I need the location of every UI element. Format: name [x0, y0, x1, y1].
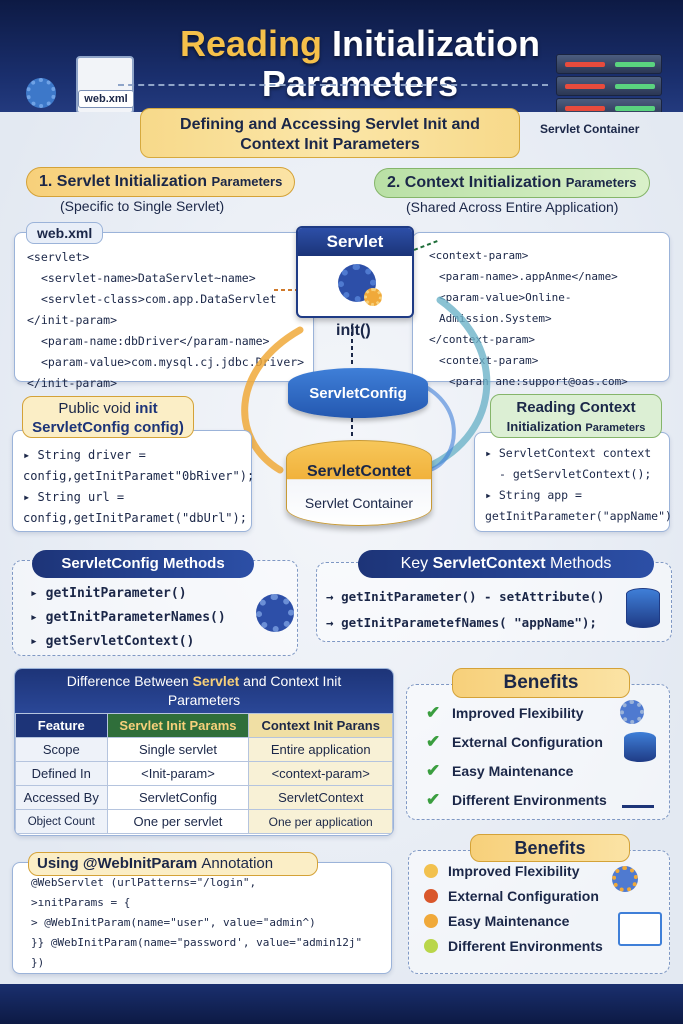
annotation-code: @WebServlet (urlPatterns="/login", >ınitParams = { > @WebInitParam(name="user", value="admin^) }} @WebInitParam(name="password', value="admin12j" })	[31, 876, 363, 969]
list-item: ✔ Different Environments	[426, 789, 607, 809]
dot-icon	[424, 914, 438, 928]
servlet-config-node: ServletConfig	[288, 368, 428, 418]
annotation-card	[12, 862, 392, 974]
list-item: → getInitParametefNames( "appName");	[326, 615, 597, 630]
check-icon: ✔	[426, 789, 441, 809]
init-method-code: ▸ String driver = config,getInitParamet"0bRiver"); ▸ String url = config,getInitParamet("dbUrl");	[23, 448, 255, 525]
table-row: Scope Single servlet Entire application	[16, 738, 393, 762]
benefits-heading: Benefits	[452, 668, 630, 698]
benefits-list-2	[424, 858, 603, 958]
table-row: Object Count One per servlet One per application	[16, 810, 393, 834]
context-methods-heading: Key ServletContext Methods	[358, 550, 654, 578]
scale-icon	[622, 786, 654, 808]
list-item: ✔ Easy Maintenance	[426, 760, 574, 780]
benefits-list	[426, 698, 607, 814]
webxml-code: <servlet> <servlet-name>DataServlet~name> <servlet-class>com.app.DataServlet </init-param> <param-name:dbDriver</param-name> <param-value>com.mysql.cj.jdbc.Driver> </init-param>	[27, 250, 305, 390]
reading-context-card	[474, 432, 670, 532]
list-item: ▸ getServletContext()	[30, 634, 195, 649]
context-methods-list	[326, 584, 604, 636]
dot-icon	[424, 939, 438, 953]
list-item: ▸ getInitParameterNames()	[30, 610, 226, 625]
dot-icon	[424, 864, 438, 878]
context-init-heading: 2. Context Initialization Parameters	[374, 168, 650, 198]
reading-context-code: ▸ ServletContext context - getServletContext(); ▸ String app = getInitParameter("appName")	[485, 446, 672, 523]
servlet-label: Servlet	[298, 228, 412, 256]
list-item: Easy Maintenance	[424, 908, 603, 933]
check-icon: ✔	[426, 731, 441, 751]
webxml-tag: web.xml	[26, 222, 103, 244]
footer-bar	[0, 984, 683, 1024]
list-item: External Configuration	[424, 883, 603, 908]
config-methods-list	[30, 582, 226, 654]
context-init-note: (Shared Across Entire Application)	[406, 199, 619, 215]
servlet-init-note: (Specific to Single Servlet)	[60, 198, 225, 214]
init-label: init()	[336, 322, 371, 339]
difference-table	[15, 713, 393, 834]
gear-icon	[620, 700, 644, 724]
list-item: ▸ getInitParameter()	[30, 586, 187, 601]
table-header-row: Feature Servlet Init Params Context Init Parans	[16, 714, 393, 738]
dot-icon	[424, 889, 438, 903]
servlet-init-heading: 1. Servlet Initialization Parameters	[26, 167, 295, 197]
init-method-header: Public void init ServletConfig config)	[22, 396, 194, 438]
check-icon: ✔	[426, 702, 441, 722]
page-title: Reading Initialization Parameters	[179, 23, 541, 104]
table-row: Accessed By ServletConfig ServletContext	[16, 786, 393, 810]
gear-icon	[612, 866, 638, 892]
difference-card	[14, 668, 394, 836]
context-link	[414, 240, 440, 250]
list-item: ✔ External Configuration	[426, 731, 603, 751]
reading-context-header: Reading Context Initialization Parameters	[490, 394, 662, 438]
list-item: Different Environments	[424, 933, 603, 958]
list-item: → getInitParameter() - setAttribute()	[326, 589, 605, 604]
check-icon: ✔	[426, 760, 441, 780]
server-label: Servlet Container	[540, 122, 640, 136]
database-icon	[626, 588, 660, 628]
difference-title: Difference Between Servlet and Context Init Parameters	[15, 669, 393, 713]
subtitle: Defining and Accessing Servlet Init and Context Init Parameters	[140, 108, 520, 158]
small-gear-icon	[364, 288, 382, 306]
table-row: Defined In <Init-param> <context-param>	[16, 762, 393, 786]
servlet-node	[296, 226, 414, 318]
config-methods-heading: ServletConfig Methods	[32, 550, 254, 578]
file-label: web.xml	[78, 90, 134, 108]
init-method-card	[12, 430, 255, 532]
annotation-heading: Using @WebInitParam Annotation	[28, 852, 318, 876]
gear-icon	[256, 594, 294, 632]
database-icon	[624, 732, 656, 762]
benefits-heading-2: Benefits	[470, 834, 630, 862]
list-item: Improved Flexibility	[424, 858, 603, 883]
window-icon	[618, 912, 662, 946]
context-param-code: <context-param> <param-name>.appAnme</name> <param-value>Online-Admission.System> </context-param> <context-param> <paran ane:support@oas.com>	[429, 249, 628, 388]
list-item: ✔ Improved Flexibility	[426, 702, 584, 722]
servlet-context-node: ServletContet Servlet Container	[286, 440, 432, 526]
